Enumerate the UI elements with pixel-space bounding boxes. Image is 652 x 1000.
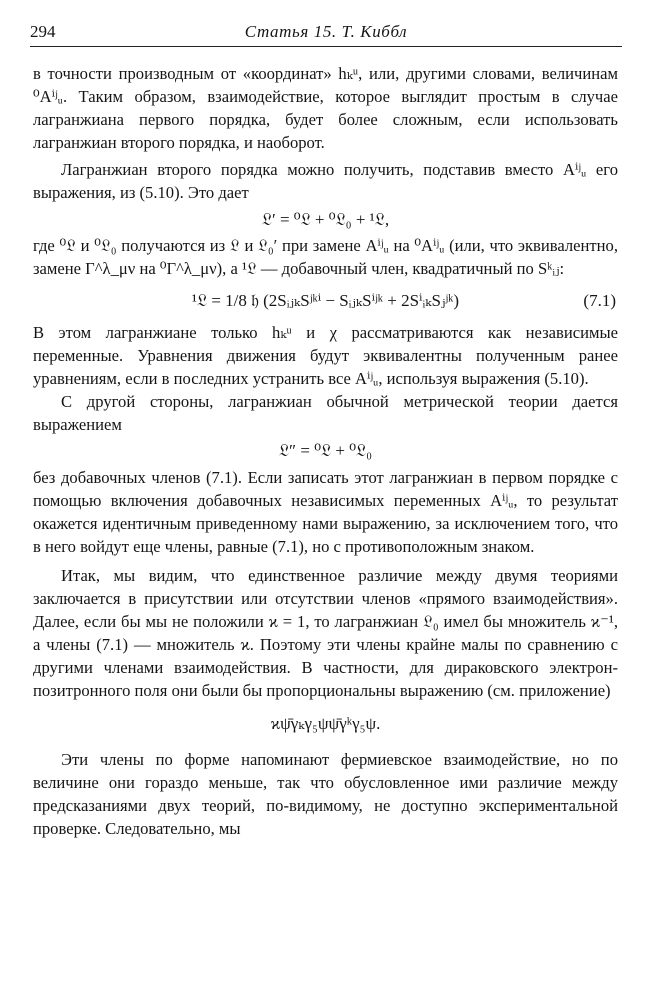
- paragraph-6: без добавочных членов (7.1). Если записать этот лагранжиан в первом порядке с помощью включения добавочных независимых переменных Aⁱʲᵤ, то результат окажется идентичным приведенному нами выражению, за исключением того, что в него войдут еще члены, равные (7.1), но с противоположным знаком.: [33, 467, 618, 556]
- page-number: 294: [30, 22, 56, 41]
- equation-lagrangian-second-order: 𝔏′ = ⁰𝔏 + ⁰𝔏₀ + ¹𝔏,: [261, 209, 390, 229]
- page-body: [33, 62, 618, 840]
- paragraph-5: С другой стороны, лагранжиан обычной метрической теории дается выражением: [33, 392, 618, 435]
- paragraph-7: Итак, мы видим, что единственное различие между двумя теориями заключается в присутствии или отсутствии членов «прямого взаимодействия». Далее, если бы мы не положили ϰ = 1, то лагранжиан 𝔏₀ имел бы множитель ϰ⁻¹, а члены (7.1) — множитель ϰ. Поэтому эти члены крайне малы по сравнению с другими членами взаимодействия. В частности, для дираковского электрон-позитронного поля они были бы пропорциональны выражению (см. приложение): [33, 565, 618, 701]
- equation-dirac-term: ϰψ̄γₖγ₅ψψ̄γᵏγ₅ψ.: [270, 714, 381, 734]
- paragraph-3: где ⁰𝔏 и ⁰𝔏₀ получаются из 𝔏 и 𝔏₀′ при замене Aⁱʲᵤ на ⁰Aⁱʲᵤ (или, что эквивалентно, замене Γ^λ_μν на ⁰Γ^λ_μν), а ¹𝔏 — добавочный член, квадратичный по Sᵏᵢⱼ:: [33, 235, 618, 278]
- paragraph-2: Лагранжиан второго порядка можно получить, подставив вместо Aⁱʲᵤ его выражения, из (5.10). Это дает: [33, 160, 618, 203]
- paragraph-8: Эти члены по форме напоминают фермиевское взаимодействие, но по величине они гораздо меньше, так что обусловленное ими различие между предсказаниями двух теорий, по-видимому, не доступно экспериментальной проверке. Следовательно, мы: [33, 749, 618, 838]
- paragraph-4: В этом лагранжиане только hₖᵘ и χ рассматриваются как независимые переменные. Уравнения движения будут эквивалентны полученным ранее уравнениям, если в последних устранить все Aⁱʲᵤ, используя выражения (5.10).: [33, 322, 618, 389]
- header-rule: [30, 46, 622, 47]
- equation-7-1: [33, 289, 618, 312]
- equation-metric-lagrangian: 𝔏″ = ⁰𝔏 + ⁰𝔏₀: [278, 441, 373, 461]
- equation-7-1-number: (7.1): [583, 290, 616, 310]
- page-header: [30, 22, 622, 46]
- paragraph-1: в точности производным от «координат» hₖᵘ, или, другими словами, величинам ⁰Aⁱʲᵤ. Таким образом, взаимодействие, которое выглядит простым в случае лагранжиана первого порядка, будет более сложным, если использовать лагранжиан второго порядка, и наоборот.: [33, 64, 618, 153]
- equation-7-1-body: ¹𝔏 = 1/8 𝔥 (2SᵢⱼₖSʲᵏⁱ − SᵢⱼₖSⁱʲᵏ + 2SⁱᵢₖSⱼʲᵏ): [191, 290, 460, 310]
- running-title: Статья 15. Т. Киббл: [244, 22, 408, 41]
